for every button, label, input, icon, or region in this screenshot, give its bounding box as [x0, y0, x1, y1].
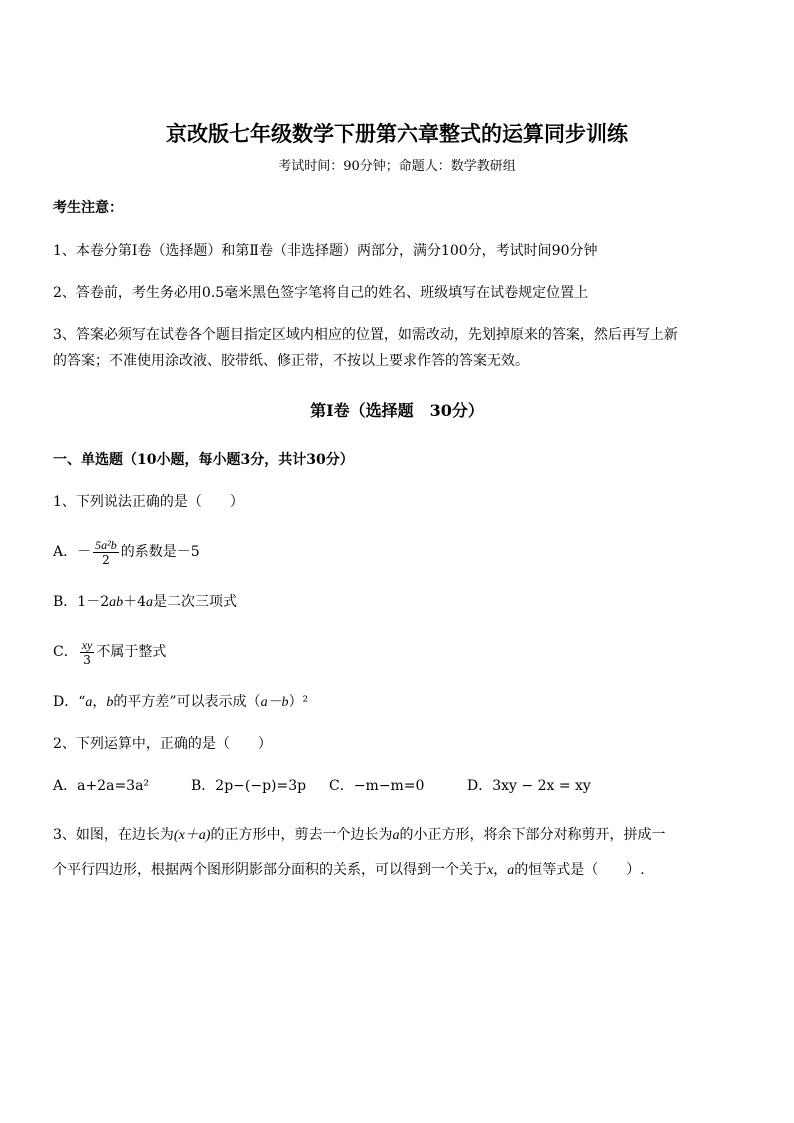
question-1-option-b — [53, 592, 237, 613]
question-1-option-c — [53, 632, 166, 672]
page-title: 京改版七年级数学下册第六章整式的运算同步训练 — [166, 121, 628, 146]
question-3-text-d: 个平行四边形，根据两个图形阴影部分面积的关系，可以得到一个关于 — [53, 862, 487, 878]
part-heading: 一、单选题（10小题，每小题3分，共计30分） — [53, 452, 354, 468]
option-a-suffix: 的系数是－5 — [120, 544, 200, 560]
question-2-option-c: C．−m−m=0 — [329, 778, 425, 794]
option-d-suffix: ）² — [288, 694, 309, 710]
question-2-options — [53, 776, 753, 796]
question-2-stem: 2、下列运算中，正确的是（ ） — [53, 736, 272, 752]
question-3-side-expression: (x＋a) — [173, 828, 211, 843]
question-1-option-a — [53, 532, 200, 572]
section-title: 第Ⅰ卷（选择题 30分） — [310, 401, 484, 420]
option-b-ab: ab — [109, 595, 124, 610]
question-2-option-b: B．2p−(−p)=3p — [191, 778, 307, 794]
notice-item-2: 2、答卷前，考生务必用0.5毫米黑色签字笔将自己的姓名、班级填写在试卷规定位置上 — [53, 285, 589, 301]
question-1-stem: 1、下列说法正确的是（ ） — [53, 494, 244, 510]
option-c-suffix: 不属于整式 — [96, 644, 167, 660]
fraction-numerator: 5a²b — [95, 537, 117, 552]
option-d-a: a — [85, 695, 93, 710]
question-3-var-a: a — [392, 828, 400, 843]
option-a-prefix: A．－ — [53, 544, 92, 560]
fraction-denominator: 3 — [83, 652, 91, 667]
fraction-numerator: xy — [81, 637, 93, 652]
notice-item-3-continued: 的答案；不准使用涂改液、胶带纸、修正带，不按以上要求作答的答案无效。 — [53, 353, 529, 369]
option-b-mid: ＋4 — [123, 594, 147, 610]
question-3-text-e: 的恒等式是（ ）. — [514, 862, 645, 878]
question-3-text-a: 3、如图，在边长为 — [53, 827, 174, 843]
question-3-line-2 — [53, 860, 645, 881]
question-3-comma: ， — [493, 862, 508, 878]
option-d-expr: a－b — [260, 695, 289, 710]
option-d-mid: 的平方差”可以表示成（ — [113, 694, 261, 710]
question-3-var-x: x — [487, 863, 494, 878]
option-b-prefix: B．1－2 — [53, 594, 110, 610]
question-3-text-b: 的正方形中，剪去一个边长为 — [210, 827, 393, 843]
question-2-option-d: D．3xy − 2x = xy — [467, 778, 591, 794]
option-d-comma: ， — [92, 694, 107, 710]
option-d-b: b — [106, 695, 114, 710]
option-c-prefix: C． — [53, 644, 78, 660]
exam-info: 考试时间：90分钟；命题人：数学教研组 — [278, 159, 516, 174]
question-3-text-c: 的小正方形，将余下部分对称剪开，拼成一 — [399, 827, 666, 843]
notice-item-1: 1、本卷分第Ⅰ卷（选择题）和第Ⅱ卷（非选择题）两部分，满分100分，考试时间90分钟 — [53, 243, 598, 259]
notice-item-3: 3、答案必须写在试卷各个题目指定区域内相应的位置，如需改动，先划掉原来的答案，然后再写上新 — [53, 327, 678, 343]
option-d-prefix: D．“ — [53, 694, 86, 710]
option-b-suffix: 是二次三项式 — [153, 594, 238, 610]
option-b-a: a — [146, 595, 154, 610]
notice-heading: 考生注意： — [53, 200, 123, 216]
fraction-5a2b-over-2 — [93, 538, 119, 567]
question-2-option-a: A．a+2a=3a² — [53, 778, 150, 794]
question-1-option-d — [53, 692, 308, 713]
question-3-line-1 — [53, 825, 665, 846]
fraction-xy-over-3 — [80, 638, 95, 667]
fraction-denominator: 2 — [102, 552, 110, 567]
question-3-var-a2: a — [507, 863, 515, 878]
